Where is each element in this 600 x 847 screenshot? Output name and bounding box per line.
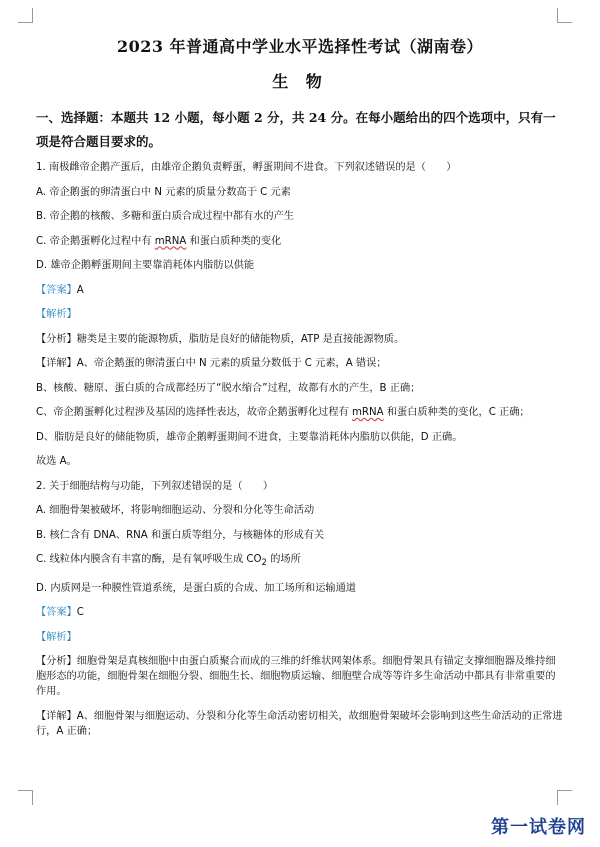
answer-tag: 【答案】	[36, 284, 77, 296]
crop-mark-bottom-right	[557, 790, 572, 805]
crop-mark-top-left	[18, 8, 33, 23]
q1-xiangjie-b: B、核酸、糖原、蛋白质的合成都经历了“脱水缩合”过程，故都有水的产生，B 正确；	[36, 382, 421, 394]
q1-option-a: A. 帝企鹅蛋的卵清蛋白中 N 元素的质量分数高于 C 元素	[36, 186, 291, 198]
answer-tag: 【答案】	[36, 607, 77, 619]
mrna-term: mRNA	[154, 235, 187, 247]
site-watermark: 第一试卷网	[491, 817, 586, 838]
mrna-term: mRNA	[351, 407, 384, 418]
q2-analysis-tag: 【解析】	[36, 631, 77, 643]
q2-option-c: C. 线粒体内膜含有丰富的酶，是有氧呼吸生成 $CO_2$ 的场所	[36, 554, 301, 569]
q1-xiangjie-d: D、脂肪是良好的储能物质，雄帝企鹅孵蛋期间不进食，主要靠消耗体内脂肪以供能，D 正确。	[36, 431, 463, 443]
q1-xiangjie-a: 【详解】A、帝企鹅蛋的卵清蛋白中 N 元素的质量分数低于 C 元素，A 错误；	[36, 358, 387, 369]
q2-fenxi: 【分析】细胞骨架是真核细胞中由蛋白质聚合而成的三维的纤维状网架体系。细胞骨架具有锚定支撑细胞器及维持细胞形态的功能，细胞骨架在细胞分裂、细胞生长、细胞物质运输、细胞壁合成等等许多生命活动中都具有非常重要的作用。	[36, 656, 556, 698]
q1-option-b: B. 帝企鹅的核酸、多糖和蛋白质合成过程中都有水的产生	[36, 211, 294, 222]
crop-mark-top-right	[557, 8, 572, 23]
q1-stem: 1. 南极雌帝企鹅产蛋后，由雄帝企鹅负责孵蛋，孵蛋期间不进食。下列叙述错误的是（ ）	[36, 162, 457, 173]
xiangjie-tag: 【详解】	[36, 710, 77, 722]
fenxi-tag: 【分析】	[36, 656, 77, 668]
document-page	[36, 34, 564, 748]
q1-fenxi: 【分析】糖类是主要的能源物质，脂肪是良好的储能物质，ATP 是直接能源物质。	[36, 333, 405, 345]
q2-stem: 2. 关于细胞结构与功能，下列叙述错误的是（ ）	[36, 480, 274, 492]
q2-xiangjie-a: 【详解】A、细胞骨架与细胞运动、分裂和分化等生命活动密切相关，故细胞骨架破坏会影响到这些生命活动的正常进行，A 正确；	[36, 710, 563, 737]
q2-answer	[36, 605, 564, 620]
q1-option-c: C. 帝企鹅蛋孵化过程中有 mRNA 和蛋白质种类的变化	[36, 235, 282, 247]
answer-value: C	[76, 607, 84, 619]
q2-option-b: B. 核仁含有 DNA、RNA 和蛋白质等组分，与核糖体的形成有关	[36, 529, 325, 541]
answer-value: A	[76, 284, 84, 296]
exam-title: 2023 年普通高中学业水平选择性考试（湖南卷）	[116, 37, 484, 56]
q2-option-d: D. 内质网是一种膜性管道系统，是蛋白质的合成、加工场所和运输通道	[36, 582, 356, 594]
q1-analysis-tag: 【解析】	[36, 309, 77, 320]
section-heading: 一、选择题：本题共 12 小题，每小题 2 分，共 24 分。在每小题给出的四个选项中，只有一项是符合题目要求的。	[36, 110, 556, 149]
q1-conclusion: 故选 A。	[36, 456, 77, 467]
q1-xiangjie-c: C、帝企鹅蛋孵化过程涉及基因的选择性表达，故帝企鹅蛋孵化过程有 mRNA 和蛋白质种类的变化，C 正确；	[36, 407, 530, 418]
q1-answer	[36, 283, 564, 298]
q1-option-d: D. 雄帝企鹅孵蛋期间主要靠消耗体内脂肪以供能	[36, 260, 255, 271]
fenxi-tag: 【分析】	[36, 333, 77, 345]
xiangjie-tag: 【详解】	[36, 358, 77, 369]
q2-option-a: A. 细胞骨架被破坏，将影响细胞运动、分裂和分化等生命活动	[36, 505, 315, 516]
crop-mark-bottom-left	[18, 790, 33, 805]
exam-subject: 生 物	[272, 72, 328, 91]
